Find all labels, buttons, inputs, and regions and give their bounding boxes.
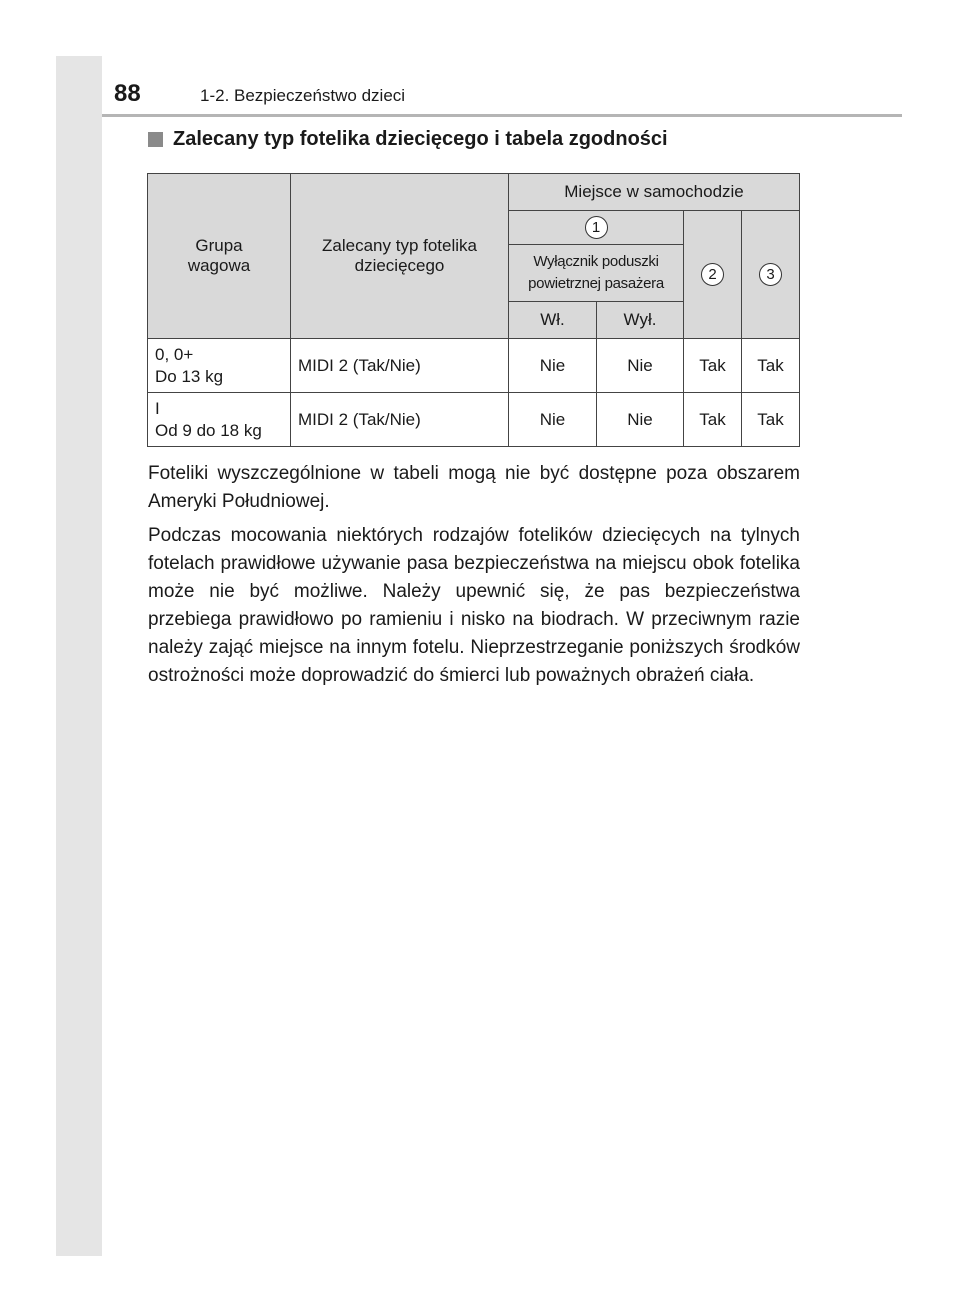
seat1-off-cell: Nie [597,339,684,393]
seat3-cell: Tak [742,339,800,393]
page-number: 88 [114,80,141,107]
seat-2-badge: 2 [701,263,724,286]
header-weight-group: Grupa wagowa [148,174,291,339]
seat1-on-cell: Nie [509,393,597,447]
header-rule [102,114,902,117]
header-seat-1 [509,211,684,245]
seat1-on-cell: Nie [509,339,597,393]
paragraph-warning: Podczas mocowania niektórych rodzajów fotelików dziecięcych na tylnych fotelach prawidłowe używanie pasa bezpieczeństwa na miejscu obok fotelika może nie być możliwe. Należy upewnić się, że pas bezpieczeństwa przebiega prawidłowo po ramieniu i nisko na biodrach. W przeciwnym razie należy zająć miejsce na innym fotelu. Nieprzestrzeganie poniższych środków ostrożności może doprowadzić do śmierci lub poważnych obrażeń ciała. [148,525,800,686]
weight-group-line1: I [155,398,160,418]
header-location: Miejsce w samochodzie [509,174,800,211]
seat-type-cell: MIDI 2 (Tak/Nie) [291,393,509,447]
table-row [148,393,800,447]
weight-group-cell [148,339,291,393]
weight-group-line2: Od 9 do 18 kg [155,420,262,440]
seat3-cell: Tak [742,393,800,447]
section-heading-text: Zalecany typ fotelika dziecięcego i tabela zgodności [173,128,668,150]
seat2-cell: Tak [684,393,742,447]
side-strip [56,56,102,1256]
seat-1-badge: 1 [585,216,608,239]
seat2-cell: Tak [684,339,742,393]
paragraph-availability: Foteliki wyszczególnione w tabeli mogą nie być dostępne poza obszarem Ameryki Południowej. [148,463,800,512]
seat-3-badge: 3 [759,263,782,286]
seat1-off-cell: Nie [597,393,684,447]
seat-type-cell: MIDI 2 (Tak/Nie) [291,339,509,393]
chapter-title: 1-2. Bezpieczeństwo dzieci [200,86,406,105]
header-seat-3 [742,211,800,339]
square-bullet-icon [148,132,163,147]
weight-group-cell [148,393,291,447]
weight-group-line2: Do 13 kg [155,366,224,386]
section-heading [148,128,668,151]
header-switch-off: Wył. [597,302,684,339]
weight-group-line1: 0, 0+ [155,344,194,364]
header-airbag-switch: Wyłącznik poduszki powietrznej pasażera [509,245,684,302]
header-seat-2 [684,211,742,339]
compatibility-table [147,173,800,447]
header-seat-type: Zalecany typ fotelika dziecięcego [291,174,509,339]
table-row [148,339,800,393]
header-switch-on: Wł. [509,302,597,339]
